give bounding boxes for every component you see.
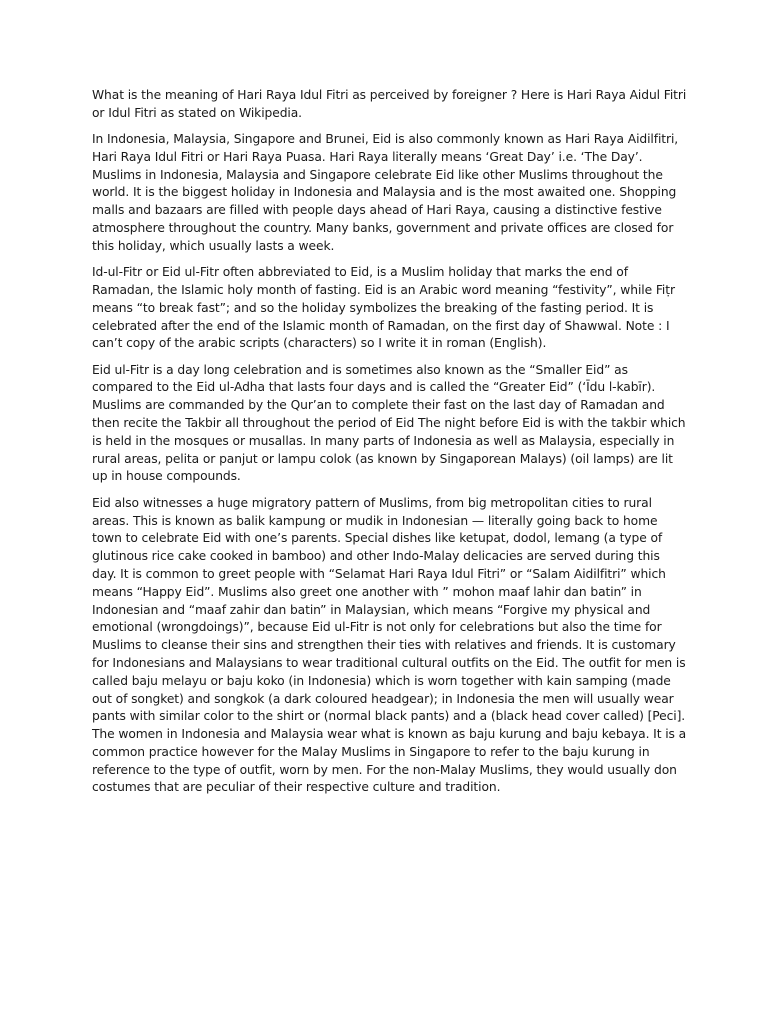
- paragraph-traditions: Eid also witnesses a huge migratory pattern of Muslims, from big metropolitan cities to rural areas. This is known as balik kampung or mudik in Indonesian — literally going back to home town to celebrate Eid with one’s parents. Special dishes like ketupat, dodol, lemang (a type of glutinous rice cake cooked in bamboo) and other Indo-Malay delicacies are served during this day. It is common to greet people with “Selamat Hari Raya Idul Fitri” or “Salam Aidilfitri” which means “Happy Eid”. Muslims also greet one another with ” mohon maaf lahir dan batin” in Indonesian and “maaf zahir dan batin” in Malaysian, which means “Forgive my physical and emotional (wrongdoings)”, because Eid ul-Fitr is not only for celebrations but also the time for Muslims to cleanse their sins and strengthen their ties with relatives and friends. It is customary for Indonesians and Malaysians to wear traditional cultural outfits on the Eid. The outfit for men is called baju melayu or baju koko (in Indonesia) which is worn together with kain samping (made out of songket) and songkok (a dark coloured headgear); in Indonesia the men will usually wear pants with similar color to the shirt or (normal black pants) and a (black head cover called) [Peci]. The women in Indonesia and Malaysia wear what is known as baju kurung and baju kebaya. It is a common practice however for the Malay Muslims in Singapore to refer to the baju kurung in reference to the type of outfit, worn by men. For the non-Malay Muslims, they would usually don costumes that are peculiar of their respective culture and tradition.: [92, 495, 687, 795]
- paragraph-celebration: Eid ul-Fitr is a day long celebration and is sometimes also known as the “Smaller Eid” as compared to the Eid ul-Adha that lasts four days and is called the “Greater Eid” (‘Īdu l-kabīr). Muslims are commanded by the Qur’an to complete their fast on the last day of Ramadan and then recite the Takbir all throughout the period of Eid The night before Eid is with the takbir which is held in the mosques or musallas. In many parts of Indonesia as well as Malaysia, especially in rural areas, pelita or panjut or lampu colok (as known by Singaporean Malays) (oil lamps) are lit up in house compounds.: [92, 362, 686, 484]
- paragraph-eid-definition: Id-ul-Fitr or Eid ul-Fitr often abbreviated to Eid, is a Muslim holiday that marks the end of Ramadan, the Islamic holy month of fasting. Eid is an Arabic word meaning “festivity”, while Fiṭr means “to break fast”; and so the holiday symbolizes the breaking of the fasting period. It is celebrated after the end of the Islamic month of Ramadan, on the first day of Shawwal. Note : I can’t copy of the arabic scripts (characters) so I write it in roman (English).: [92, 265, 675, 351]
- paragraph-intro: What is the meaning of Hari Raya Idul Fitri as perceived by foreigner ? Here is Hari Raya Aidul Fitri or Idul Fitri as stated on Wikipedia.: [92, 88, 687, 120]
- paragraph-hari-raya: In Indonesia, Malaysia, Singapore and Brunei, Eid is also commonly known as Hari Raya Aidilfitri, Hari Raya Idul Fitri or Hari Raya Puasa. Hari Raya literally means ‘Great Day’ i.e. ‘The Day’. Muslims in Indonesia, Malaysia and Singapore celebrate Eid like other Muslims throughout the world. It is the biggest holiday in Indonesia and Malaysia and is the most awaited one. Shopping malls and bazaars are filled with people days ahead of Hari Raya, causing a distinctive festive atmosphere throughout the country. Many banks, government and private offices are closed for this holiday, which usually lasts a week.: [92, 132, 679, 253]
- document-body: [92, 87, 687, 806]
